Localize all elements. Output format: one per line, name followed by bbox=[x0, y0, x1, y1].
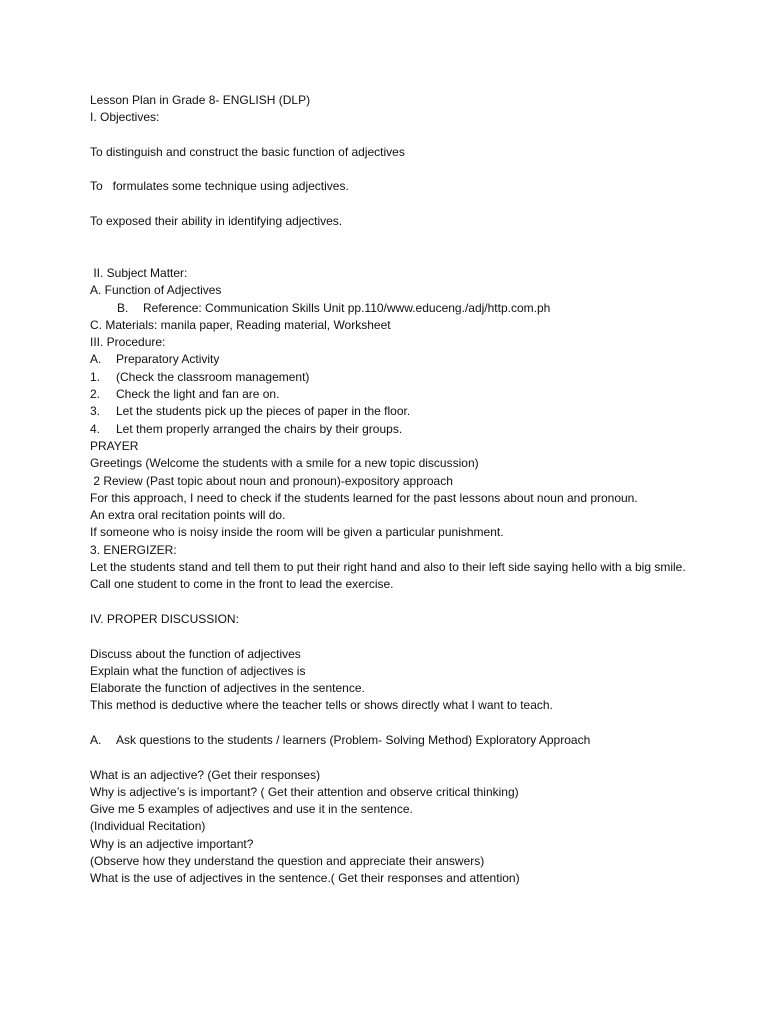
step-number: 2. bbox=[90, 387, 101, 402]
subject-materials: C. Materials: manila paper, Reading material, Worksheet bbox=[90, 317, 391, 332]
procedure-step bbox=[90, 369, 690, 386]
activity-text: Preparatory Activity bbox=[116, 352, 220, 367]
review-line: 2 Review (Past topic about noun and pronoun)-expository approach bbox=[90, 473, 453, 488]
procedure-step bbox=[90, 421, 690, 438]
discussion-line: Discuss about the function of adjectives bbox=[90, 646, 301, 661]
prayer-heading: PRAYER bbox=[90, 438, 139, 453]
greetings-line: Greetings (Welcome the students with a smile for a new topic discussion) bbox=[90, 456, 479, 471]
energizer-detail: Let the students stand and tell them to put their right hand and also to their left side saying hello with a big smile. bbox=[90, 560, 686, 575]
objectives-heading: I. Objectives: bbox=[90, 110, 160, 125]
step-text: Let the students pick up the pieces of paper in the floor. bbox=[116, 404, 411, 419]
review-detail: An extra oral recitation points will do. bbox=[90, 508, 286, 523]
subject-matter-heading: II. Subject Matter: bbox=[90, 265, 188, 280]
spacer bbox=[90, 196, 690, 213]
procedure-step bbox=[90, 403, 690, 420]
step-text: (Check the classroom management) bbox=[116, 369, 310, 384]
approach-text: Ask questions to the students / learners (Problem- Solving Method) Exploratory Approach bbox=[116, 732, 591, 747]
step-number: 4. bbox=[90, 421, 101, 436]
spacer bbox=[90, 628, 690, 645]
subject-reference bbox=[90, 300, 690, 317]
question-line: Give me 5 examples of adjectives and use it in the sentence. bbox=[90, 802, 413, 817]
discussion-line: Elaborate the function of adjectives in the sentence. bbox=[90, 681, 365, 696]
discussion-line: Explain what the function of adjectives is bbox=[90, 663, 306, 678]
step-number: 3. bbox=[90, 404, 101, 419]
spacer bbox=[90, 749, 690, 766]
energizer-heading: 3. ENERGIZER: bbox=[90, 542, 177, 557]
step-number: 1. bbox=[90, 369, 101, 384]
question-line: What is an adjective? (Get their responses) bbox=[90, 767, 321, 782]
discussion-heading: IV. PROPER DISCUSSION: bbox=[90, 611, 239, 626]
spacer bbox=[90, 594, 690, 611]
objective-item: To formulates some technique using adjectives. bbox=[90, 179, 349, 194]
document-title: Lesson Plan in Grade 8- ENGLISH (DLP) bbox=[90, 93, 311, 107]
reference-text: Reference: Communication Skills Unit pp.110/www.educeng./adj/http.com.ph bbox=[143, 300, 551, 315]
spacer bbox=[90, 248, 690, 265]
objective-item: To distinguish and construct the basic function of adjectives bbox=[90, 144, 405, 159]
energizer-detail: Call one student to come in the front to lead the exercise. bbox=[90, 577, 394, 592]
question-line: What is the use of adjectives in the sentence.( Get their responses and attention) bbox=[90, 871, 520, 886]
step-text: Let them properly arranged the chairs by their groups. bbox=[116, 421, 403, 436]
spacer bbox=[90, 715, 690, 732]
lesson-plan-document bbox=[90, 92, 690, 888]
spacer bbox=[90, 230, 690, 247]
discussion-line: This method is deductive where the teacher tells or shows directly what I want to teach. bbox=[90, 698, 553, 713]
question-line: Why is adjective’s is important? ( Get their attention and observe critical thinking) bbox=[90, 784, 519, 799]
question-line: (Observe how they understand the question and appreciate their answers) bbox=[90, 854, 485, 869]
approach-marker: A. bbox=[90, 732, 102, 747]
objective-item: To exposed their ability in identifying adjectives. bbox=[90, 214, 343, 229]
step-text: Check the light and fan are on. bbox=[116, 387, 280, 402]
question-line: Why is an adjective important? bbox=[90, 836, 254, 851]
activity-marker: A. bbox=[90, 352, 102, 367]
approach-line bbox=[90, 732, 690, 749]
spacer bbox=[90, 161, 690, 178]
procedure-step bbox=[90, 386, 690, 403]
reference-marker: B. bbox=[117, 300, 129, 315]
review-detail: For this approach, I need to check if the students learned for the past lessons about noun and pronoun. bbox=[90, 490, 638, 505]
review-detail: If someone who is noisy inside the room will be given a particular punishment. bbox=[90, 525, 504, 540]
question-line: (Individual Recitation) bbox=[90, 819, 206, 834]
preparatory-activity bbox=[90, 351, 690, 368]
spacer bbox=[90, 127, 690, 144]
subject-topic: A. Function of Adjectives bbox=[90, 283, 222, 298]
procedure-heading: III. Procedure: bbox=[90, 335, 166, 350]
